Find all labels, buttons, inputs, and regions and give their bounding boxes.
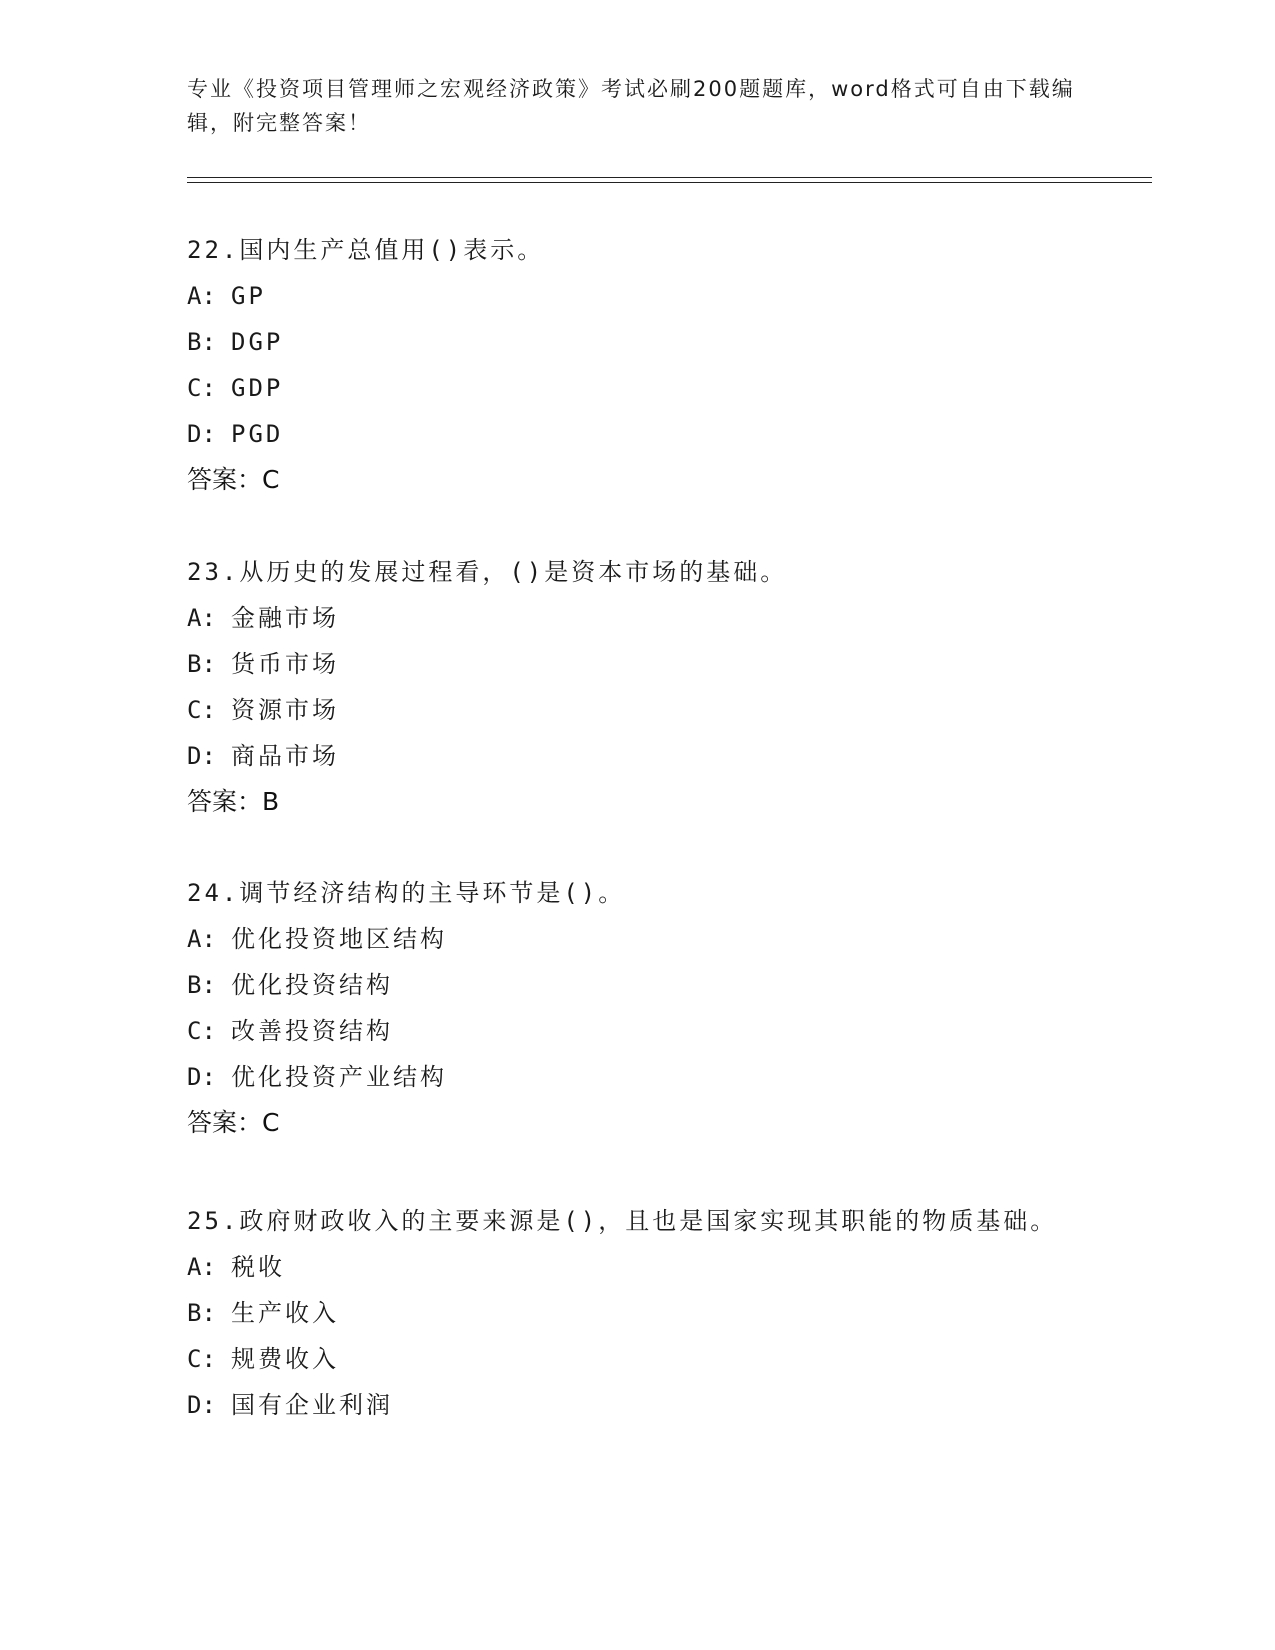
option-a xyxy=(187,273,1087,319)
option-label: A: xyxy=(187,925,216,953)
option-text: 优化投资地区结构 xyxy=(231,925,447,953)
question-stem: 23.从历史的发展过程看，()是资本市场的基础。 xyxy=(187,558,788,586)
option-text: 商品市场 xyxy=(231,742,339,770)
document-description: 专业《投资项目管理师之宏观经济政策》考试必刷200题题库，word格式可自由下载编辑，附完整答案！ xyxy=(187,77,1075,135)
option-d xyxy=(187,411,1087,457)
option-label: D: xyxy=(187,1063,216,1091)
option-c xyxy=(187,1336,1087,1382)
option-text: 生产收入 xyxy=(231,1299,339,1327)
option-text: 金融市场 xyxy=(231,604,339,632)
option-label: C: xyxy=(187,374,216,402)
option-c xyxy=(187,1008,1087,1054)
question-stem: 22.国内生产总值用()表示。 xyxy=(187,236,545,264)
option-label: A: xyxy=(187,604,216,632)
option-text: 资源市场 xyxy=(231,696,339,724)
header-divider-bottom xyxy=(187,182,1152,183)
option-a xyxy=(187,595,1087,641)
option-text: GP xyxy=(231,282,266,310)
question-25 xyxy=(187,1198,1087,1428)
option-text: PGD xyxy=(231,420,284,448)
answer: 答案：C xyxy=(187,1108,280,1137)
option-label: C: xyxy=(187,696,216,724)
option-text: 税收 xyxy=(231,1253,285,1281)
option-text: 优化投资产业结构 xyxy=(231,1063,447,1091)
option-text: 货币市场 xyxy=(231,650,339,678)
option-text: 改善投资结构 xyxy=(231,1017,393,1045)
option-label: B: xyxy=(187,971,216,999)
option-b xyxy=(187,962,1087,1008)
option-label: C: xyxy=(187,1345,216,1373)
option-label: B: xyxy=(187,650,216,678)
option-b xyxy=(187,641,1087,687)
option-c xyxy=(187,687,1087,733)
option-c xyxy=(187,365,1087,411)
option-text: DGP xyxy=(231,328,284,356)
option-label: D: xyxy=(187,742,216,770)
answer: 答案：C xyxy=(187,465,280,494)
option-label: D: xyxy=(187,1391,216,1419)
option-label: A: xyxy=(187,1253,216,1281)
option-label: B: xyxy=(187,1299,216,1327)
option-a xyxy=(187,1244,1087,1290)
question-24 xyxy=(187,876,1087,1146)
option-d xyxy=(187,1382,1087,1428)
header-divider-top xyxy=(187,177,1152,178)
option-label: B: xyxy=(187,328,216,356)
question-stem: 25.政府财政收入的主要来源是()，且也是国家实现其职能的物质基础。 xyxy=(187,1207,1058,1235)
option-text: 规费收入 xyxy=(231,1345,339,1373)
option-b xyxy=(187,1290,1087,1336)
question-22 xyxy=(187,233,1087,503)
option-label: A: xyxy=(187,282,216,310)
option-label: D: xyxy=(187,420,216,448)
option-text: 国有企业利润 xyxy=(231,1391,393,1419)
option-text: GDP xyxy=(231,374,284,402)
option-b xyxy=(187,319,1087,365)
option-a xyxy=(187,916,1087,962)
option-label: C: xyxy=(187,1017,216,1045)
option-d xyxy=(187,733,1087,779)
option-text: 优化投资结构 xyxy=(231,971,393,999)
option-d xyxy=(187,1054,1087,1100)
question-stem: 24.调节经济结构的主导环节是()。 xyxy=(187,879,626,907)
question-23 xyxy=(187,555,1087,825)
answer: 答案：B xyxy=(187,787,280,816)
